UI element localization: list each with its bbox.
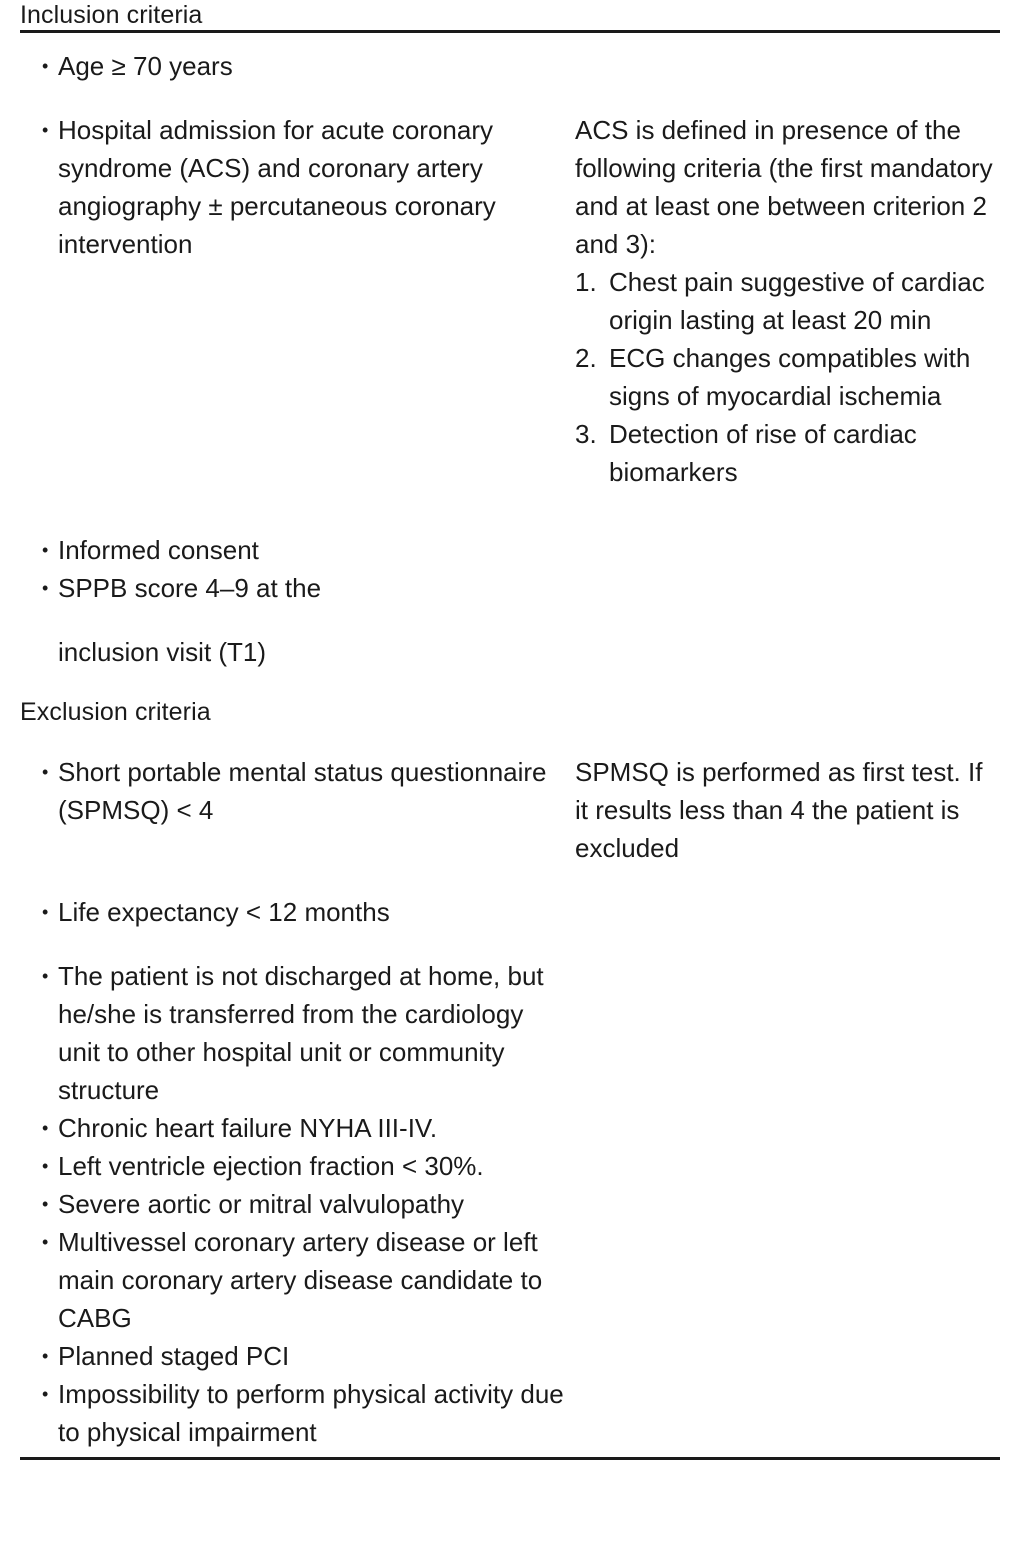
list-item-label: Chest pain suggestive of cardiac origin lasting at least 20 min (609, 267, 985, 335)
spacer (0, 867, 1012, 893)
row-left-cell (0, 893, 575, 931)
list-item: • Informed consent (42, 531, 567, 569)
spacer (0, 931, 1012, 957)
row-left-cell (0, 957, 575, 1451)
list-marker: 3. (575, 419, 597, 449)
exclusion-criteria-heading: Exclusion criteria (20, 698, 211, 726)
table-row (0, 893, 1012, 931)
list-item: • Severe aortic or mitral valvulopathy (42, 1185, 567, 1223)
list-item (575, 339, 1002, 415)
list-item (575, 263, 1002, 339)
row-right-cell (575, 753, 1012, 867)
list-item: • Short portable mental status questionnaire (SPMSQ) < 4 (42, 753, 567, 829)
sppb-continuation-line: inclusion visit (T1) (58, 637, 267, 667)
list-item: • Planned staged PCI (42, 1337, 567, 1375)
table-row (0, 111, 1012, 491)
table-row (0, 753, 1012, 867)
spacer (0, 727, 1012, 753)
row-left-cell (0, 47, 575, 85)
spmsq-note: SPMSQ is performed as first test. If it results less than 4 the patient is excluded (575, 757, 983, 863)
table-row (0, 531, 1012, 671)
list-item: • Hospital admission for acute coronary syndrome (ACS) and coronary artery angiography ± percutaneous coronary intervention (42, 111, 567, 263)
list-marker: 1. (575, 267, 597, 297)
list-item: • Impossibility to perform physical activity due to physical impairment (42, 1375, 567, 1451)
inclusion-criteria-heading: Inclusion criteria (20, 1, 203, 29)
spacer (42, 607, 567, 633)
list-item: • The patient is not discharged at home, but he/she is transferred from the cardiology unit to other hospital unit or community structure (42, 957, 567, 1109)
table-row (0, 957, 1012, 1451)
spacer (0, 85, 1012, 111)
list-item: • SPPB score 4–9 at the (42, 569, 567, 607)
list-item: • Multivessel coronary artery disease or left main coronary artery disease candidate to CABG (42, 1223, 567, 1337)
list-item (575, 415, 1002, 491)
exclusion-list (42, 957, 567, 1451)
footer-rule-bottom (20, 1457, 1000, 1460)
list-item: • Chronic heart failure NYHA III-IV. (42, 1109, 567, 1147)
row-left-cell (0, 111, 575, 263)
spacer (0, 671, 1012, 697)
row-left-cell (0, 531, 575, 671)
list-item: • Age ≥ 70 years (42, 47, 567, 85)
acs-criteria-list (575, 263, 1002, 491)
list-item: • Life expectancy < 12 months (42, 893, 567, 931)
list-marker: 2. (575, 343, 597, 373)
list-item-label: ECG changes compatibles with signs of myocardial ischemia (609, 343, 971, 411)
table-row (0, 47, 1012, 85)
list-item-label: Detection of rise of cardiac biomarkers (609, 419, 917, 487)
row-left-cell (0, 753, 575, 829)
acs-definition-intro: ACS is defined in presence of the following criteria (the first mandatory and at least one between criterion 2 and 3): (575, 115, 993, 259)
spacer (0, 491, 1012, 531)
row-right-cell (575, 111, 1012, 491)
list-item: • Left ventricle ejection fraction < 30%. (42, 1147, 567, 1185)
spacer (0, 33, 1012, 47)
